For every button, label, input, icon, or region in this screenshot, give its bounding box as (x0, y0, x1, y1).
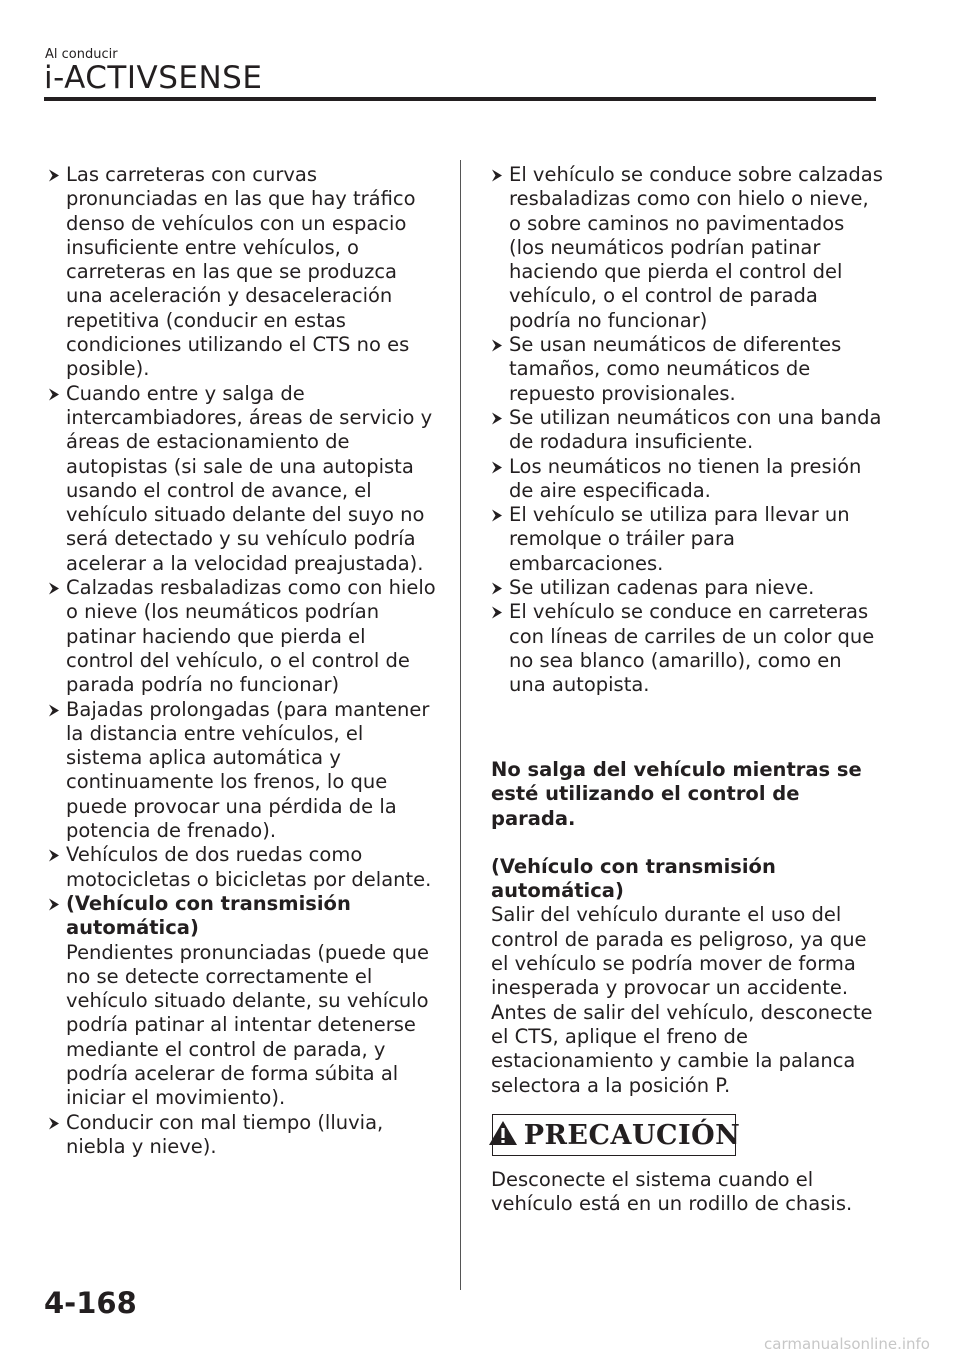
page-title: i-ACTIVSENSE (44, 60, 263, 96)
arrow-bullet-icon (48, 698, 66, 717)
header-rule (44, 97, 876, 101)
arrow-bullet-icon (491, 333, 509, 352)
warning-block (491, 758, 883, 1098)
arrow-bullet-icon (491, 455, 509, 474)
header-section: Al conducir (45, 47, 118, 62)
list-item: Las carreteras con curvas pronunciadas en las que hay tráfico denso de vehículos con un espacio insuficiente entre vehículos, o carreteras en las que se produzca una aceleración y desaceleración repetitiva (conducir en estas condiciones utilizando el CTS no es posible). (48, 163, 436, 382)
left-column (48, 163, 436, 1159)
caution-box (492, 1114, 741, 1156)
right-column (491, 163, 883, 698)
arrow-bullet-icon (48, 1111, 66, 1130)
arrow-bullet-icon (48, 892, 66, 911)
arrow-bullet-icon (491, 406, 509, 425)
warning-body: Salir del vehículo durante el uso del control de parada es peligroso, ya que el vehículo se podría mover de forma inesperada y provocar un accidente. Antes de salir del vehículo, desconecte el CTS, aplique el freno de estacionamiento y cambie la palanca selectora a la posición P. (491, 903, 873, 1097)
arrow-bullet-icon (48, 382, 66, 401)
list-item: El vehículo se conduce sobre calzadas resbaladizas como con hielo o nieve, o sobre caminos no pavimentados (los neumáticos podrían patinar haciendo que pierda el control del vehículo, o el control de parada podría no funcionar) (491, 163, 883, 333)
arrow-bullet-icon (48, 843, 66, 862)
arrow-bullet-icon (491, 503, 509, 522)
page-number: 4-168 (44, 1286, 137, 1320)
list-item: Conducir con mal tiempo (lluvia, niebla y nieve). (48, 1111, 436, 1160)
arrow-bullet-icon (491, 576, 509, 595)
watermark: carmanualsonline.info (764, 1335, 930, 1353)
arrow-bullet-icon (491, 163, 509, 182)
list-item: El vehículo se conduce en carreteras con líneas de carriles de un color que no sea blanco (amarillo), como en una autopista. (491, 600, 883, 697)
warning-triangle-icon (488, 1120, 518, 1150)
list-item: Se usan neumáticos de diferentes tamaños, como neumáticos de repuesto provisionales. (491, 333, 883, 406)
caution-body: Desconecte el sistema cuando el vehículo está en un rodillo de chasis. (491, 1168, 853, 1216)
column-divider (460, 160, 461, 1290)
caution-label: PRECAUCIÓN (523, 1119, 741, 1151)
arrow-bullet-icon (48, 576, 66, 595)
warning-subheading: (Vehículo con transmisión automática) (491, 854, 776, 903)
list-item: (Vehículo con transmisión automática) Pendientes pronunciadas (puede que no se detecte correctamente el vehículo situado delante, su vehículo podría patinar al intentar detenerse mediante el control de parada, y podría acelerar de forma súbita al iniciar el movimiento). (48, 892, 436, 1111)
arrow-bullet-icon (491, 600, 509, 619)
list-item: Vehículos de dos ruedas como motocicletas o bicicletas por delante. (48, 843, 436, 892)
list-item: Calzadas resbaladizas como con hielo o nieve (los neumáticos podrían patinar haciendo que pierda el control del vehículo, o el control de parada podría no funcionar) (48, 576, 436, 697)
list-item: Se utilizan cadenas para nieve. (491, 576, 883, 600)
list-item-condition: (Vehículo con transmisión automática) (66, 891, 351, 940)
warning-heading: No salga del vehículo mientras se esté utilizando el control de parada. (491, 758, 862, 830)
list-item: Bajadas prolongadas (para mantener la distancia entre vehículos, el sistema aplica automática y continuamente los frenos, lo que puede provocar una pérdida de la potencia de frenado). (48, 698, 436, 844)
list-item: Los neumáticos no tienen la presión de aire especificada. (491, 455, 883, 504)
list-item: Se utilizan neumáticos con una banda de rodadura insuficiente. (491, 406, 883, 455)
arrow-bullet-icon (48, 163, 66, 182)
list-item: El vehículo se utiliza para llevar un remolque o tráiler para embarcaciones. (491, 503, 883, 576)
list-item: Cuando entre y salga de intercambiadores, áreas de servicio y áreas de estacionamiento de autopistas (si sale de una autopista usando el control de avance, el vehículo situado delante del suyo no será detectado y su vehículo podría acelerar a la velocidad preajustada). (48, 382, 436, 576)
